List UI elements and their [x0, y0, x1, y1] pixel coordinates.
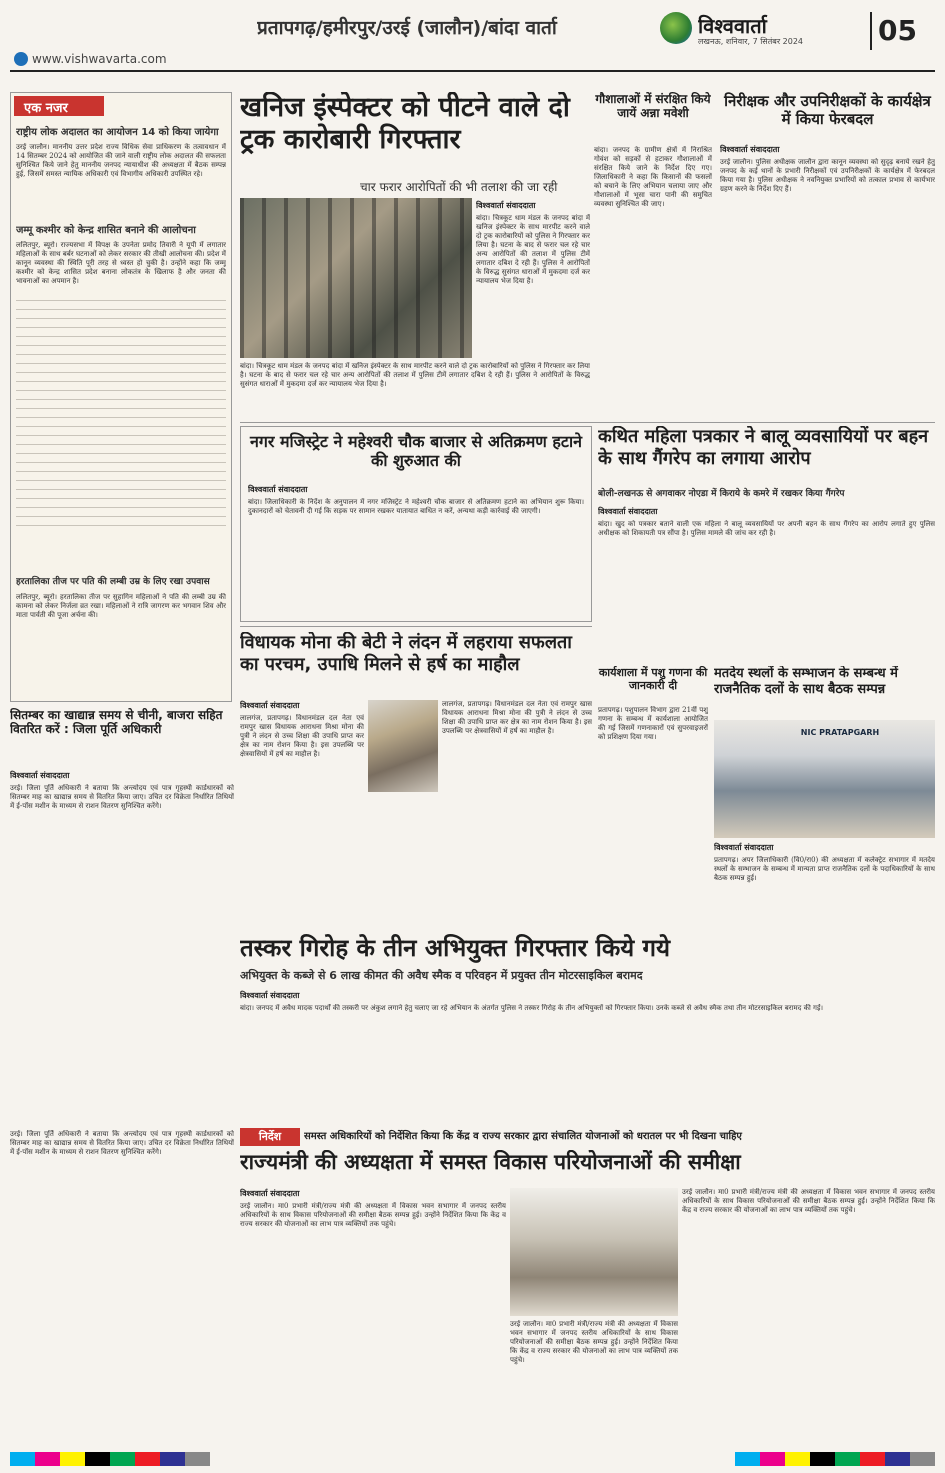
- row1-rule: [240, 422, 935, 423]
- matdeya-photo-sign: NIC PRATAPGARH: [800, 728, 880, 737]
- rajyamantri-photo: [510, 1188, 678, 1316]
- ek-nazar-tag: एक नजर: [14, 96, 104, 116]
- magistrate-byline: विश्ववार्ता संवाददाता: [248, 485, 308, 494]
- brand-dateline: लखनऊ, शनिवार, 7 सितंबर 2024: [698, 37, 804, 46]
- taskar-headline: तस्कर गिरोह के तीन अभियुक्त गिरफ्तार किये गये: [240, 934, 670, 962]
- rajyamantri-body-col3: उरई जालौन। मा0 प्रभारी मंत्री/राज्य मंत्री की अध्यक्षता में विकास भवन सभागार में जनपद स्तरीय अधिकारियों के साथ विकास परियोजनाओं की समीक्षा बैठक सम्पन्न हुई। उन्होंने निर्देशित किया कि केंद्र व राज्य सरकार की योजनाओं का लाभ पात्र व्यक्तियों तक पहुंचे।: [682, 1188, 935, 1214]
- ek-nazar-headline-3: हरतालिका तीज पर पति की लम्बी उम्र के लिए रखा उपवास: [16, 577, 210, 587]
- lead-byline: विश्ववार्ता संवाददाता: [476, 201, 536, 210]
- page-masthead-title: प्रतापगढ़/हमीरपुर/उरई (जालौन)/बांदा वार्ता: [257, 17, 557, 39]
- color-strip-right: [735, 1452, 935, 1466]
- rajyamantri-headline: राज्यमंत्री की अध्यक्षता में समस्त विकास परियोजनाओं की समीक्षा: [240, 1150, 741, 1174]
- mona-body-col2: लालगंज, प्रतापगढ़। विधानमंडल दल नेता एवं रामपुर खास विधायक आराधना मिश्रा मोना की पुत्री ने लंदन से उच्च शिक्षा की उपाधि प्राप्त कर क्षेत्र का नाम रोशन किया है। इस उपलब्धि पर क्षेत्रवासियों में हर्ष का माहौल है।: [442, 700, 592, 735]
- nirikshak-body: उरई जालौन। पुलिस अधीक्षक जालौन द्वारा कानून व्यवस्था को सुदृढ़ बनाये रखने हेतु जनपद के कई थानों के प्रभारी निरीक्षकों एवं उपनिरीक्षकों के कार्यक्षेत्र में फेरबदल किया गया है। पुलिस अधीक्षक ने नवनियुक्त प्रभारियों को तत्काल प्रभाव से कार्यभार ग्रहण करने के निर्देश दिए हैं।: [720, 158, 935, 193]
- lead-headline: खनिज इंस्पेक्टर को पीटने वाले दो ट्रक कारोबारी गिरफ्तार: [240, 92, 570, 156]
- sitambar-body-lower: उरई। जिला पूर्ति अधिकारी ने बताया कि अन्त्योदय एवं पात्र गृहस्थी कार्डधारकों को सितम्बर माह का खाद्यान्न समय से वितरित किया जाए। उचित दर विक्रेता निर्धारित तिथियों में ई-पॉस मशीन के माध्यम से राशन वितरण सुनिश्चित करेंगे।: [10, 1130, 234, 1156]
- nirdesh-text: समस्त अधिकारियों को निर्देशित किया कि केंद्र व राज्य सरकार द्वारा संचालित योजनाओं को धरातल पर भी दिखना चाहिए: [304, 1131, 742, 1142]
- rajyamantri-byline: विश्ववार्ता संवाददाता: [240, 1189, 300, 1198]
- ek-nazar-headline-2: जम्मू कश्मीर को केन्द्र शासित बनाने की आलोचना: [16, 225, 196, 236]
- matdeya-headline: मतदेय स्थलों के सम्भाजन के सम्बन्ध में राजनैतिक दलों के साथ बैठक सम्पन्न: [714, 666, 898, 697]
- mona-body: लालगंज, प्रतापगढ़। विधानमंडल दल नेता एवं रामपुर खास विधायक आराधना मिश्रा मोना की पुत्री ने लंदन से उच्च शिक्षा की उपाधि प्राप्त कर क्षेत्र का नाम रोशन किया है। इस उपलब्धि पर क्षेत्रवासियों में हर्ष का माहौल है।: [240, 714, 364, 758]
- nirdesh-tag: निर्देश: [240, 1128, 300, 1146]
- color-strip-left: [10, 1452, 210, 1466]
- pashu-body: प्रतापगढ़। पशुपालन विभाग द्वारा 21वीं पशु गणना के सम्बन्ध में कार्यशाला आयोजित की गई जिसमें गणनाकारों एवं सुपरवाइजरों को प्रशिक्षण दिया गया।: [598, 706, 708, 741]
- ek-nazar-headline-1: राष्ट्रीय लोक अदालत का आयोजन 14 को किया जायेगा: [16, 127, 219, 138]
- row2-rule: [240, 626, 592, 627]
- page-number: 05: [878, 14, 917, 47]
- magistrate-headline: नगर मजिस्ट्रेट ने महेश्वरी चौक बाजार से अतिक्रमण हटाने की शुरुआत की: [249, 432, 582, 471]
- rajyamantri-body: उरई जालौन। मा0 प्रभारी मंत्री/राज्य मंत्री की अध्यक्षता में विकास भवन सभागार में जनपद स्तरीय अधिकारियों के साथ विकास परियोजनाओं की समीक्षा बैठक सम्पन्न हुई। उन्होंने निर्देशित किया कि केंद्र व राज्य सरकार की योजनाओं का लाभ पात्र व्यक्तियों तक पहुंचे।: [240, 1202, 506, 1228]
- brand-name: विश्ववार्ता: [698, 14, 767, 36]
- gaushala-headline: गौशालाओं में संरक्षित किये जायें अन्ना मवेशी: [595, 92, 711, 121]
- nirikshak-headline: निरीक्षक और उपनिरीक्षकों के कार्यक्षेत्र में किया फेरबदल: [724, 92, 931, 128]
- ek-nazar-story-2: ललितपुर, ब्यूरो। राज्यसभा में विपक्ष के उपनेता प्रमोद तिवारी ने यूपी में लगातार महिलाओं के साथ बर्बर घटनाओं को लेकर सरकार की तीखी आलोचना की। प्रदेश में कानून व्यवस्था की स्थिति पूरी तरह से ध्वस्त हो चुकी है। उन्होंने कहा कि जम्मू कश्मीर को केन्द्र शासित प्रदेश बनाना लोकतंत्र के खिलाफ है और जनता की भावनाओं का अपमान है।: [16, 241, 226, 285]
- pashu-headline: कार्यशाला में पशु गणना की जानकारी दी: [598, 666, 708, 693]
- page-number-box: [870, 12, 872, 50]
- mona-headline: विधायक मोना की बेटी ने लंदन में लहराया सफलता का परचम, उपाधि मिलने से हर्ष का माहौल: [240, 632, 572, 675]
- ek-nazar-story-3: ललितपुर, ब्यूरो। हरतालिका तीज पर सुहागिन महिलाओं ने पति की लम्बी उम्र की कामना को लेकर निर्जला व्रत रखा। महिलाओं ने रात्रि जागरण कर भगवान शिव और माता पार्वती की पूजा अर्चना की।: [16, 593, 226, 619]
- site-url[interactable]: www.vishwavarta.com: [32, 52, 167, 66]
- lead-subheadline: चार फरार आरोपितों की भी तलाश की जा रही: [360, 180, 558, 194]
- patrakar-subheadline: बोली-लखनऊ से अगवाकर नोएडा में किराये के कमरे में रखकर किया गैंगरेप: [598, 489, 845, 499]
- sitambar-headline: सितम्बर का खाद्यान्न समय से चीनी, बाजरा सहित वितरित करें : जिला पूर्ति अधिकारी: [10, 708, 223, 737]
- mona-byline: विश्ववार्ता संवाददाता: [240, 701, 300, 710]
- sitambar-body: उरई। जिला पूर्ति अधिकारी ने बताया कि अन्त्योदय एवं पात्र गृहस्थी कार्डधारकों को सितम्बर माह का खाद्यान्न समय से वितरित किया जाए। उचित दर विक्रेता निर्धारित तिथियों में ई-पॉस मशीन के माध्यम से राशन वितरण सुनिश्चित करेंगे।: [10, 784, 234, 810]
- taskar-byline: विश्ववार्ता संवाददाता: [240, 991, 300, 1000]
- ek-nazar-story-1: उरई जालौन। माननीय उत्तर प्रदेश राज्य विधिक सेवा प्राधिकरण के तत्वावधान में 14 सितम्बर 2024 को आयोजित की जाने वाली राष्ट्रीय लोक अदालत की सफलता सुनिश्चित किये जाने हेतु माननीय जनपद न्यायाधीश की अध्यक्षता में बैठक सम्पन्न हुई, जिसमें समस्त न्यायिक अधिकारी एवं विभागीय अधिकारी उपस्थित रहे।: [16, 143, 226, 178]
- rajyamantri-body-col2: उरई जालौन। मा0 प्रभारी मंत्री/राज्य मंत्री की अध्यक्षता में विकास भवन सभागार में जनपद स्तरीय अधिकारियों के साथ विकास परियोजनाओं की समीक्षा बैठक सम्पन्न हुई। उन्होंने निर्देशित किया कि केंद्र व राज्य सरकार की योजनाओं का लाभ पात्र व्यक्तियों तक पहुंचे।: [510, 1320, 678, 1364]
- patrakar-byline: विश्ववार्ता संवाददाता: [598, 507, 658, 516]
- nirikshak-byline: विश्ववार्ता संवाददाता: [720, 145, 780, 154]
- header-rule: [10, 70, 935, 72]
- patrakar-body: बांदा। खुद को पत्रकार बताने वाली एक महिला ने बालू व्यवसायियों पर अपनी बहन के साथ गैंगरेप का आरोप लगाते हुए पुलिस अधीक्षक को शिकायती पत्र सौंपा है। पुलिस मामले की जांच कर रही है।: [598, 520, 935, 537]
- gaushala-body: बांदा। जनपद के ग्रामीण क्षेत्रों में निराश्रित गोवंश को सड़कों से हटाकर गौशालाओं में संरक्षित किये जाने के निर्देश दिए गए। जिलाधिकारी ने कहा कि किसानों की फसलों को बचाने के लिए अभियान चलाया जाए और गौशालाओं में भूसा चारा पानी की समुचित व्यवस्था सुनिश्चित की जाए।: [594, 146, 712, 208]
- matdeya-body: प्रतापगढ़। अपर जिलाधिकारी (वि0/रा0) की अध्यक्षता में कलेक्ट्रेट सभागार में मतदेय स्थलों के सम्भाजन के सम्बन्ध में मान्यता प्राप्त राजनैतिक दलों के पदाधिकारियों के साथ बैठक सम्पन्न हुई।: [714, 856, 935, 882]
- matdeya-byline: विश्ववार्ता संवाददाता: [714, 843, 774, 852]
- patrakar-headline: कथित महिला पत्रकार ने बालू व्यवसायियों पर बहन के साथ गैंगरेप का लगाया आरोप: [598, 426, 929, 469]
- web-icon: [14, 52, 28, 66]
- taskar-subheadline: अभियुक्त के कब्जे से 6 लाख कीमत की अवैध स्मैक व परिवहन में प्रयुक्त तीन मोटरसाइकिल बरामद: [240, 969, 643, 982]
- lead-body-col1: बांदा। चित्रकूट धाम मंडल के जनपद बांदा में खनिज इंस्पेक्टर के साथ मारपीट करने वाले दो ट्रक कारोबारियों को पुलिस ने गिरफ्तार कर लिया है। घटना के बाद से फरार चल रहे चार अन्य आरोपितों की तलाश में पुलिस टीमें लगातार दबिश दे रही हैं। पुलिस ने आरोपितों के विरुद्ध सुसंगत धाराओं में मुकदमा दर्ज कर न्यायालय भेज दिया है।: [476, 214, 590, 285]
- taskar-body: बांदा। जनपद में अवैध मादक पदार्थों की तस्करी पर अंकुश लगाने हेतु चलाए जा रहे अभियान के अंतर्गत पुलिस ने तस्कर गिरोह के तीन अभियुक्तों को गिरफ्तार किया। उनके कब्जे से अवैध स्मैक तथा तीन मोटरसाइकिल बरामद की गईं।: [240, 1004, 824, 1012]
- brand-logo-icon: [660, 12, 692, 44]
- lead-photo-bars: [240, 198, 472, 358]
- mona-photo: [368, 700, 438, 792]
- lead-body-col2: बांदा। चित्रकूट धाम मंडल के जनपद बांदा में खनिज इंस्पेक्टर के साथ मारपीट करने वाले दो ट्रक कारोबारियों को पुलिस ने गिरफ्तार कर लिया है। घटना के बाद से फरार चल रहे चार अन्य आरोपितों की तलाश में पुलिस टीमें लगातार दबिश दे रही हैं। पुलिस ने आरोपितों के विरुद्ध सुसंगत धाराओं में मुकदमा दर्ज कर न्यायालय भेज दिया है।: [240, 362, 590, 388]
- ek-nazar-text-lines: [16, 300, 226, 560]
- magistrate-body: बांदा। जिलाधिकारी के निर्देश के अनुपालन में नगर मजिस्ट्रेट ने महेश्वरी चौक बाजार से अतिक्रमण हटाने का अभियान शुरू किया। दुकानदारों को चेतावनी दी गई कि सड़क पर सामान रखकर यातायात बाधित न करें, अन्यथा कड़ी कार्रवाई की जाएगी।: [248, 498, 584, 515]
- sitambar-byline: विश्ववार्ता संवाददाता: [10, 771, 70, 780]
